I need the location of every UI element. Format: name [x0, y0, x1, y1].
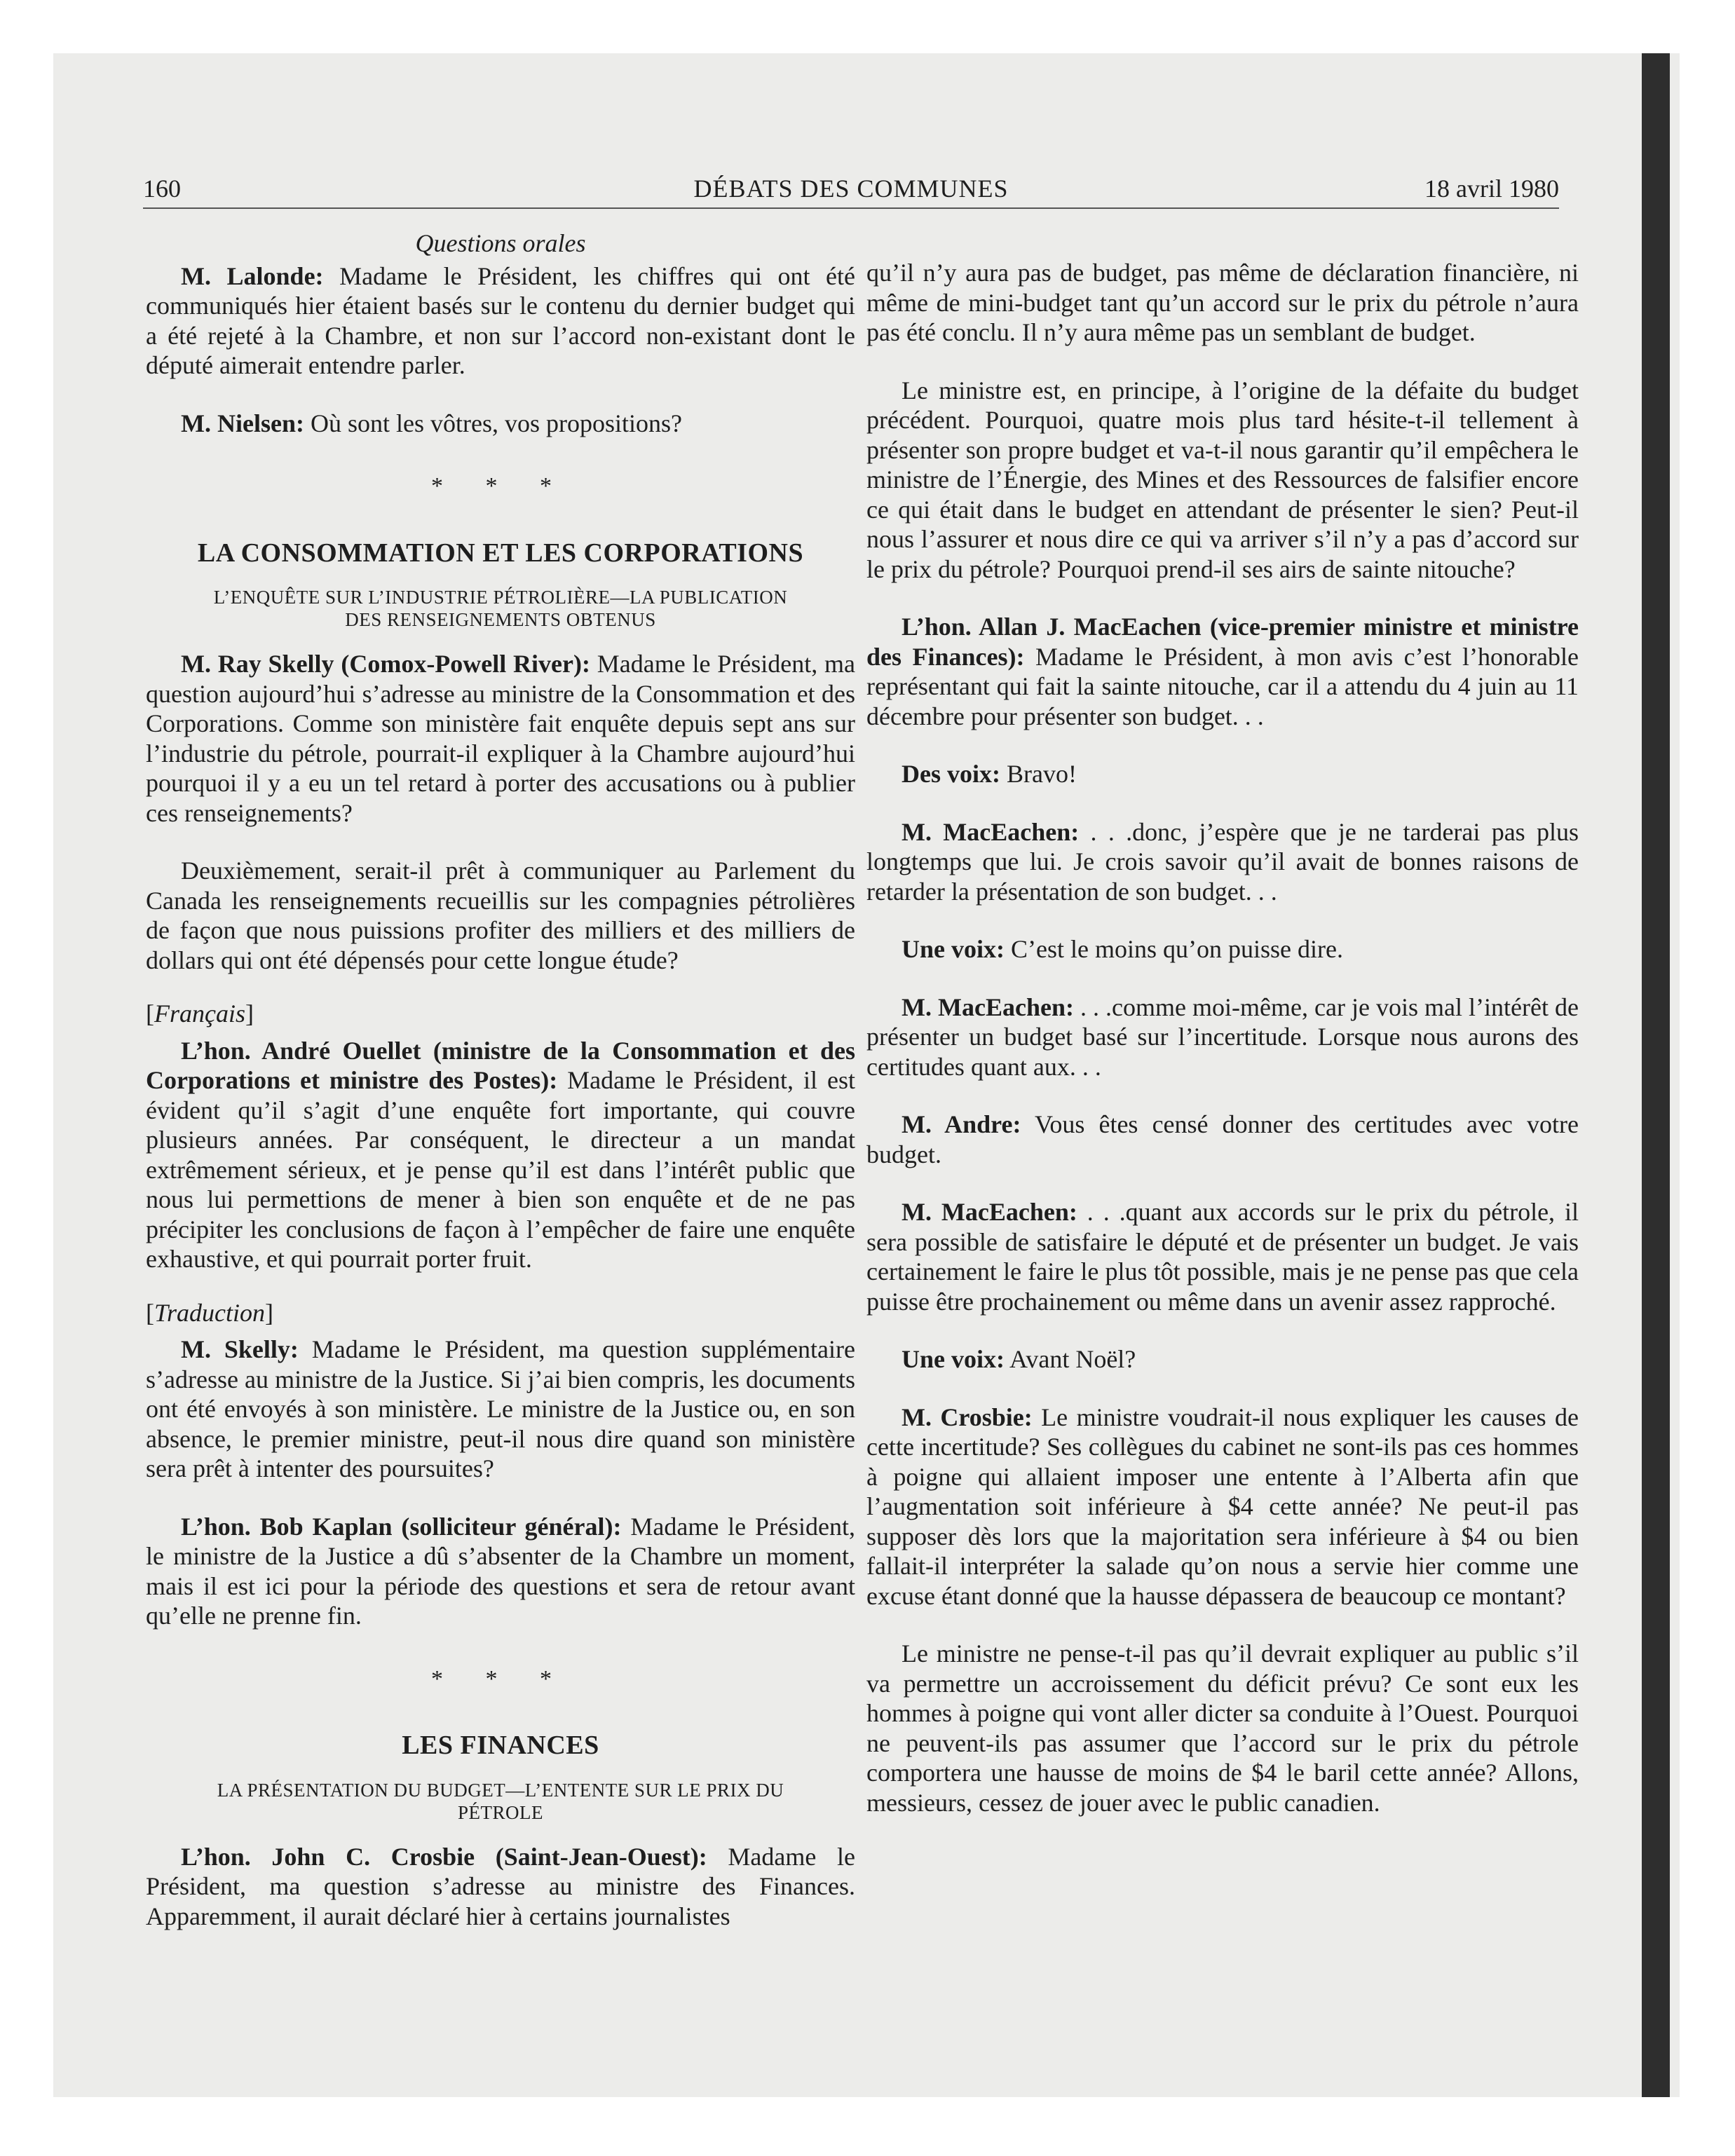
paragraph: qu’il n’y aura pas de budget, pas même de déclaration financière, ni même de mini-budget tant qu’un accord sur le prix du pétrole n’aura pas été conclu. Il n’y aura même pas un semblant de budget. [866, 259, 1579, 346]
speaker-name: M. MacEachen: [901, 992, 1074, 1021]
speech-text: . . .quant aux accords sur le prix du pétrole, il sera possible de satisfaire le député et de présenter un budget. Je vais certainement le faire le plus tôt possible, mais je ne pense pas que cela puisse être prochainement ou même dans un avenir assez rapproché. [866, 1198, 1579, 1316]
speaker-name: L’hon. Allan J. MacEachen (vice-premier ministre et ministre des Finances): [866, 613, 1579, 671]
page-header [143, 168, 1559, 209]
paragraph [146, 409, 855, 439]
speech-text: C’est le moins qu’on puisse dire. [1005, 935, 1343, 963]
language-label: Traduction [154, 1298, 266, 1327]
right-column [866, 228, 1579, 1817]
speaker-name: M. Crosbie: [901, 1403, 1033, 1431]
paragraph [146, 1842, 855, 1932]
section-separator: * * * [431, 473, 570, 499]
paragraph: Le ministre ne pense-t-il pas qu’il devrait expliquer au public s’il va permettre un accroissement du déficit prévu? Ce sont eux les hommes à poigne qui vont aller dicter sa conduite à l’Ouest. Pourquoi ne peuvent-ils pas assumer que l’accord sur le prix du pétrole comportera une hausse de moins de $4 le baril cette année? Allons, messieurs, cessez de jouer avec le public canadien. [866, 1639, 1579, 1817]
speaker-name: M. MacEachen: [901, 1198, 1077, 1226]
speaker-name: L’hon. Bob Kaplan (solliciteur général): [181, 1512, 622, 1541]
paragraph [866, 1344, 1579, 1374]
speaker-name: M. Skelly: [181, 1335, 299, 1363]
speech-text: Où sont les vôtres, vos propositions? [304, 409, 682, 437]
scan-edge-bar [1642, 53, 1670, 2097]
speaker-name: M. Nielsen: [181, 409, 304, 437]
speaker-name: M. Andre: [901, 1110, 1021, 1138]
paragraph [146, 1036, 855, 1274]
speech-text: Madame le Président, ma question aujourd’hui s’adresse au ministre de la Consommation et des Corporations. Comme son ministère fait enquête depuis sept ans sur l’industrie du pétrole, pourrait-il expliquer à la Chambre aujourd’hui pourquoi il y a eu un tel retard à porter des accusations ou à publier ces renseignements? [146, 650, 856, 827]
paragraph [866, 1197, 1579, 1316]
speech-text: Bravo! [1000, 760, 1077, 788]
speaker-name: L’hon. André Ouellet (ministre de la Consommation et des Corporations et ministre des Postes): [146, 1036, 855, 1094]
language-marker: [Traduction] [146, 1298, 274, 1327]
speech-text: Madame le Président, à mon avis c’est l’honorable représentant qui fait la sainte nitouche, car il a attendu du 4 juin au 11 décembre pour présenter son budget. . . [866, 642, 1579, 730]
paragraph [146, 261, 855, 381]
left-column [146, 228, 855, 1931]
section-subheading: L’ENQUÊTE SUR L’INDUSTRIE PÉTROLIÈRE—LA PUBLICATION DES RENSEIGNEMENTS OBTENUS [213, 587, 788, 630]
paragraph [866, 759, 1579, 789]
section-subheading: LA PRÉSENTATION DU BUDGET—L’ENTENTE SUR LE PRIX DU PÉTROLE [217, 1779, 784, 1823]
running-head: Questions orales [415, 229, 586, 257]
page-number: 160 [143, 175, 181, 203]
speech-text: Le ministre voudrait-il nous expliquer les causes de cette incertitude? Ses collègues du cabinet ne sont-ils pas ces hommes à poigne qui allaient imposer une entente à l’Alberta afin que l’augmentation soit inférieure à $4 cette année? Ne peut-il pas supposer dès lors que la majoritation sera inférieure à $4 ou bien fallait-il interpréter la salade qu’on nous a servie hier comme une excuse étant donné que la hausse dépassera de beaucoup ce montant? [866, 1403, 1579, 1610]
speech-text: Vous êtes censé donner des certitudes avec votre budget. [866, 1110, 1579, 1168]
speech-text: . . .comme moi-même, car je vois mal l’intérêt de présenter un budget basé sur l’incertitude. Lorsque nous aurons des certitudes quant aux. . . [866, 992, 1579, 1081]
speech-text: Madame le Président, ma question supplémentaire s’adresse au ministre de la Justice. Si j’ai bien compris, les documents ont été envoyés à son ministère. Le ministre de la Justice ou, en son absence, le premier ministre, peut-il nous dire quand son ministère sera prêt à intenter des poursuites? [146, 1335, 855, 1482]
speaker-name: Des voix: [901, 760, 1000, 788]
speech-text: Avant Noël? [1005, 1345, 1136, 1373]
section-separator: * * * [431, 1665, 570, 1692]
language-marker: [Français] [146, 999, 254, 1028]
speech-text: . . .donc, j’espère que je ne tarderai pas plus longtemps que lui. Je crois savoir qu’il avait de bonnes raisons de retarder la présentation de son budget. . . [866, 817, 1579, 906]
speaker-name: M. MacEachen: [901, 817, 1080, 846]
speaker-name: M. Lalonde: [181, 261, 324, 290]
paragraph [866, 1110, 1579, 1169]
speaker-name: Une voix: [901, 935, 1005, 963]
speech-text: Madame le Président, il est évident qu’il s’agit d’une enquête fort importante, qui couvre plusieurs années. Par conséquent, le directeur a un mandat extrêmement sérieux, et je pense qu’il est dans l’intérêt public que nous lui permettions de mener à bien son enquête et de ne pas précipiter les conclusions de façon à l’empêcher de faire une enquête exhaustive, et qui pourrait porter fruit. [146, 1066, 856, 1273]
paragraph [866, 1403, 1579, 1611]
speech-text: Madame le Président, les chiffres qui ont été communiqués hier étaient basés sur le contenu du dernier budget qui a été rejeté à la Chambre, et non sur l’accord non-existant dont le député aimerait entendre parler. [146, 261, 855, 379]
paragraph [866, 934, 1579, 964]
paragraph [866, 992, 1579, 1082]
paragraph: Deuxièmement, serait-il prêt à communiquer au Parlement du Canada les renseignements recueillis sur les compagnies pétrolières de façon que nous puissions profiter des milliers et des milliers de dollars qui ont été dépensés pour cette longue étude? [146, 857, 855, 974]
language-label: Français [154, 999, 245, 1028]
speech-text: Madame le Président, le ministre de la Justice a dû s’absenter de la Chambre un moment, mais il est ici pour la période des questions et sera de retour avant qu’elle ne prenne fin. [146, 1512, 855, 1630]
publication-title: DÉBATS DES COMMUNES [693, 175, 1009, 203]
speaker-name: Une voix: [901, 1345, 1005, 1373]
paragraph [866, 612, 1579, 731]
issue-date: 18 avril 1980 [1424, 175, 1559, 203]
paragraph: Le ministre est, en principe, à l’origine de la défaite du budget précédent. Pourquoi, quatre mois plus tard hésite-t-il tellement à présenter son propre budget et va-t-il nous garantir qu’il empêchera le ministre de l’Énergie, des Mines et des Ressources de falsifier encore ce qui était dans le budget en attendant de présenter le sien? Peut-il nous l’assurer et nous dire ce qui va arriver s’il n’y a pas d’accord sur le prix du pétrole? Pourquoi prend-il ses airs de sainte nitouche? [866, 376, 1579, 583]
section-heading: LES FINANCES [402, 1731, 599, 1760]
section-heading: LA CONSOMMATION ET LES CORPORATIONS [197, 538, 804, 568]
paragraph [146, 1335, 855, 1484]
speaker-name: L’hon. John C. Crosbie (Saint-Jean-Ouest): [181, 1842, 707, 1871]
paragraph [146, 1512, 855, 1631]
paragraph [866, 817, 1579, 907]
speech-text: Madame le Président, ma question s’adresse au ministre des Finances. Apparemment, il aurait déclaré hier à certains journalistes [146, 1842, 856, 1930]
speaker-name: M. Ray Skelly (Comox-Powell River): [181, 650, 590, 678]
paragraph [146, 649, 855, 828]
